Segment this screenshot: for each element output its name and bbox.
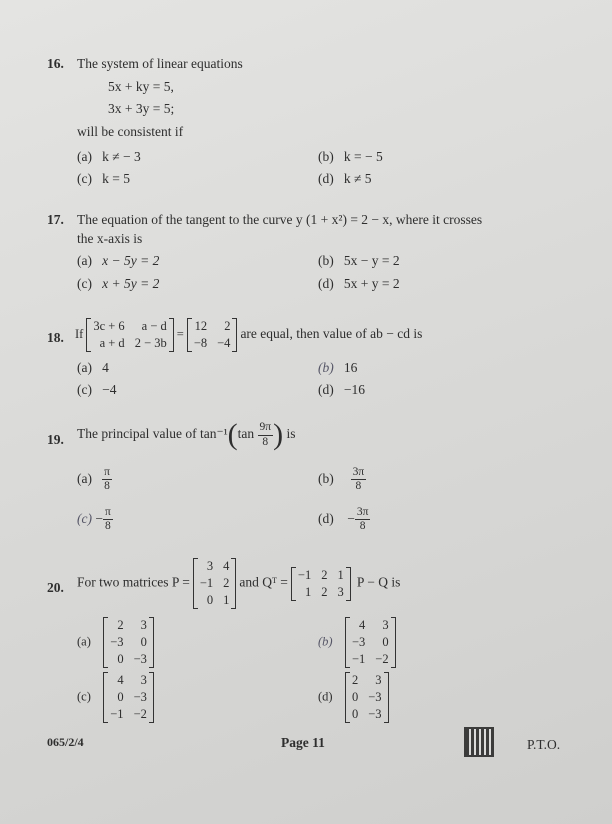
question-number: 20. xyxy=(47,580,64,595)
matrix-b xyxy=(187,318,238,352)
question-text: If 3c + 6 a − d a + d 2 − 3b = 12 2 −8 −4 are equal, then value of ab − cd is xyxy=(75,319,423,350)
question-text: The system of linear equations xyxy=(77,56,243,71)
question-text: will be consistent if xyxy=(77,124,184,139)
matrix-cell: 4 xyxy=(359,618,366,632)
matrix-cell: 3 xyxy=(140,618,147,632)
matrix-cell: 0 xyxy=(351,690,359,704)
option-c: (c) − $\frac{\pi}{8}$ xyxy=(77,506,111,533)
matrix-cell: 4 xyxy=(223,559,230,573)
matrix-cell: 2 xyxy=(224,319,231,333)
matrix-a xyxy=(86,318,173,352)
equation: 3x + 3y = 5; xyxy=(108,101,175,116)
matrix-cell: 0 xyxy=(206,593,214,607)
matrix-cell: 2 − 3b xyxy=(134,336,167,350)
option-c: (c) x + 5y = 2 xyxy=(77,276,160,291)
matrix-cell: −3 xyxy=(110,635,124,649)
matrix-cell: −1 xyxy=(199,576,214,590)
qr-code-icon xyxy=(464,727,494,757)
matrix-cell: −2 xyxy=(133,707,147,721)
option-d: (d) −16 xyxy=(318,382,365,397)
option-b: (b) 16 xyxy=(318,360,358,375)
question-number: 17. xyxy=(47,212,64,227)
matrix-cell: 3 xyxy=(375,673,382,687)
matrix-p xyxy=(193,558,237,609)
option-a: (a) k ≠ − 3 xyxy=(77,149,141,164)
matrix-cell: 2 xyxy=(223,576,230,590)
option-d: (d) k ≠ 5 xyxy=(318,171,372,186)
matrix-cell: 0 xyxy=(117,652,124,666)
paper-code: 065/2/4 xyxy=(47,735,84,749)
matrix-cell: 3 xyxy=(382,618,389,632)
matrix-cell: −1 xyxy=(351,652,366,666)
page-number: Page 11 xyxy=(281,735,325,750)
matrix-cell: 0 xyxy=(382,635,389,649)
question-number: 19. xyxy=(47,432,64,447)
option-a: (a) 4 xyxy=(77,360,109,375)
matrix-cell: 2 xyxy=(321,567,328,582)
matrix-cell: 0 xyxy=(351,707,359,721)
matrix-cell: −8 xyxy=(193,336,208,350)
matrix-cell: 3 xyxy=(140,673,147,687)
matrix-cell: 1 xyxy=(304,584,312,599)
matrix-cell: −1 xyxy=(297,567,312,582)
matrix-cell: 3 xyxy=(337,584,344,599)
matrix-cell: 3 xyxy=(206,559,214,573)
matrix-cell: 1 xyxy=(223,593,230,607)
option-b: (b) $\frac{3\pi}{8}$ xyxy=(318,466,365,493)
question-text: For two matrices P = 3 4 −1 2 0 1 and Qᵀ = −1 2 1 1 2 3 P − Q is xyxy=(77,559,401,607)
matrix-cell: 2 xyxy=(321,584,328,599)
pto-label: P.T.O. xyxy=(527,737,561,752)
question-text: The principal value of tan⁻¹(tan $\frac{9\pi}{8}$ ) is xyxy=(77,418,296,451)
matrix-cell: −4 xyxy=(217,336,231,350)
matrix-cell: 0 xyxy=(117,690,124,704)
matrix-cell: 2 xyxy=(117,618,124,632)
matrix-cell: −1 xyxy=(110,707,124,721)
option-d: (d) 2 3 0 −3 0 −3 xyxy=(318,672,392,723)
option-c: (c) −4 xyxy=(77,382,117,397)
matrix-cell: −3 xyxy=(351,635,366,649)
matrix-cell: a + d xyxy=(99,336,125,350)
option-c: (c) k = 5 xyxy=(77,171,130,186)
option-b: (b) 4 3 −3 0 −1 −2 xyxy=(318,617,399,668)
option-b: (b) k = − 5 xyxy=(318,149,383,164)
option-a: (a) x − 5y = 2 xyxy=(77,253,160,268)
option-d: (d) 5x + y = 2 xyxy=(318,276,400,291)
option-b: (b) 5x − y = 2 xyxy=(318,253,400,268)
matrix-qt xyxy=(291,567,351,601)
fraction: $\frac{9\pi}{8}$ xyxy=(259,421,272,448)
matrix-cell: 4 xyxy=(117,673,124,687)
option-d: (d) − $\frac{3\pi}{8}$ xyxy=(318,506,369,533)
option-a: (a) 2 3 −3 0 0 −3 xyxy=(77,617,157,668)
matrix-cell: 12 xyxy=(194,319,208,333)
matrix-cell: −3 xyxy=(368,690,382,704)
question-number: 18. xyxy=(47,330,64,345)
question-text: the x-axis is xyxy=(77,231,143,246)
matrix-cell: 0 xyxy=(140,635,147,649)
matrix-cell: −2 xyxy=(375,652,389,666)
matrix-cell: a − d xyxy=(141,319,167,333)
question-text: The equation of the tangent to the curve y (1 + x²) = 2 − x, where it crosses xyxy=(77,212,483,227)
option-a: (a) $\frac{\pi}{8}$ xyxy=(77,466,110,493)
matrix-cell: −3 xyxy=(133,652,147,666)
matrix-cell: −3 xyxy=(133,690,147,704)
matrix-cell: −3 xyxy=(368,707,382,721)
question-number: 16. xyxy=(47,56,64,71)
matrix-cell: 2 xyxy=(351,673,359,687)
matrix-cell: 3c + 6 xyxy=(93,319,125,333)
matrix-cell: 1 xyxy=(337,567,344,582)
equation: 5x + ky = 5, xyxy=(108,79,174,94)
option-c: (c) 4 3 0 −3 −1 −2 xyxy=(77,672,157,723)
